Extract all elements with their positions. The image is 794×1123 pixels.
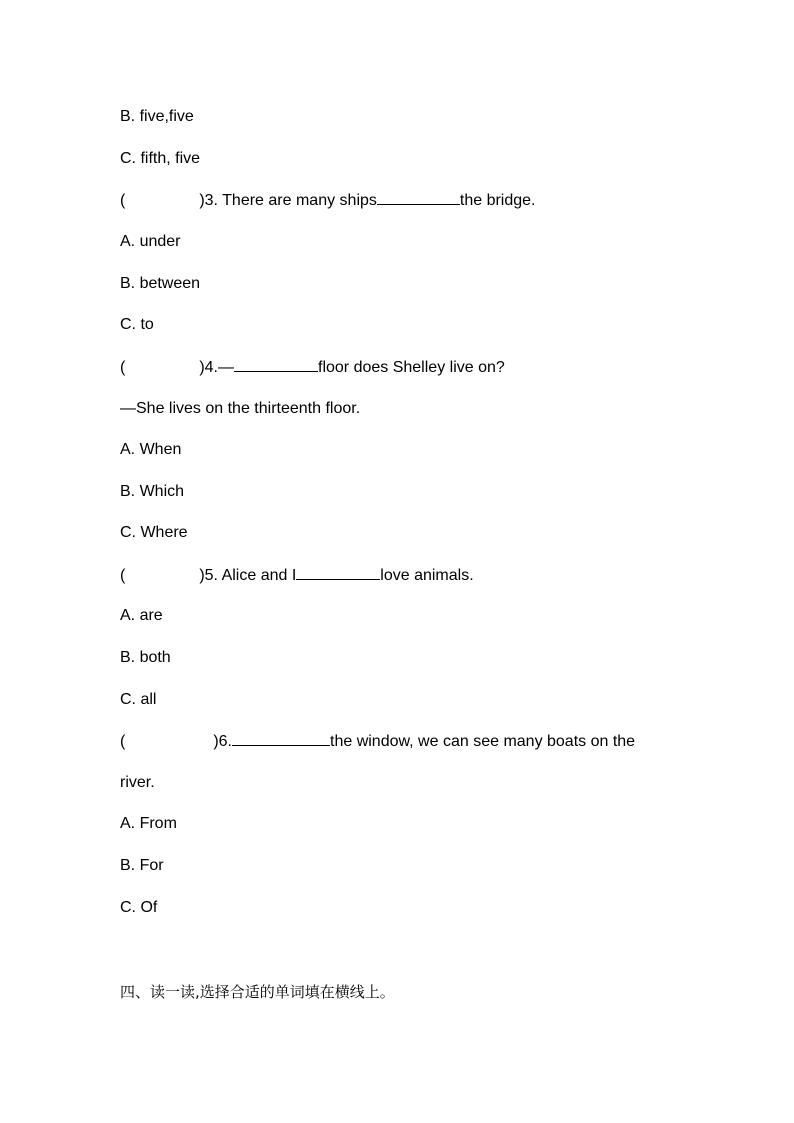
q3-option-a: A. under <box>120 233 181 250</box>
q3-blank[interactable] <box>377 190 460 205</box>
question-4 <box>120 357 505 378</box>
q4-open-paren: ( <box>120 359 126 376</box>
q5-blank[interactable] <box>296 565 380 580</box>
q4-answer-line: —She lives on the thirteenth floor. <box>120 400 361 417</box>
q6-continuation: river. <box>120 774 155 791</box>
q3-stem-end: the bridge. <box>459 192 536 209</box>
q4-stem-end: floor does Shelley live on? <box>318 359 505 376</box>
q6-open-paren: ( <box>120 733 126 750</box>
q4-option-a: A. When <box>120 441 182 458</box>
q6-blank[interactable] <box>232 731 330 746</box>
q5-stem: )5. Alice and I <box>199 567 297 584</box>
q5-option-c: C. all <box>120 691 157 708</box>
q6-stem-end: the window, we can see many boats on the <box>330 733 636 750</box>
q3-option-b: B. between <box>120 275 201 292</box>
q5-option-a: A. are <box>120 607 163 624</box>
q4-stem: )4.— <box>199 359 234 376</box>
question-6 <box>120 731 635 752</box>
q4-option-c: C. Where <box>120 524 188 541</box>
q6-option-c: C. Of <box>120 899 158 916</box>
q2-option-b: B. five,five <box>120 108 194 125</box>
q4-blank[interactable] <box>234 357 318 372</box>
q6-option-b: B. For <box>120 857 164 874</box>
q2-option-c: C. fifth, five <box>120 150 201 167</box>
q6-option-a: A. From <box>120 815 177 832</box>
q4-option-b: B. Which <box>120 483 185 500</box>
q5-stem-end: love animals. <box>380 567 474 584</box>
q3-open-paren: ( <box>120 192 126 209</box>
question-3 <box>120 190 536 211</box>
q5-open-paren: ( <box>120 567 126 584</box>
q3-option-c: C. to <box>120 316 154 333</box>
q6-stem: )6. <box>213 733 232 750</box>
question-5 <box>120 565 474 586</box>
q5-option-b: B. both <box>120 649 171 666</box>
q3-stem: )3. There are many ships <box>199 192 377 209</box>
section-4-heading: 四、读一读,选择合适的单词填在横线上。 <box>120 983 395 1001</box>
